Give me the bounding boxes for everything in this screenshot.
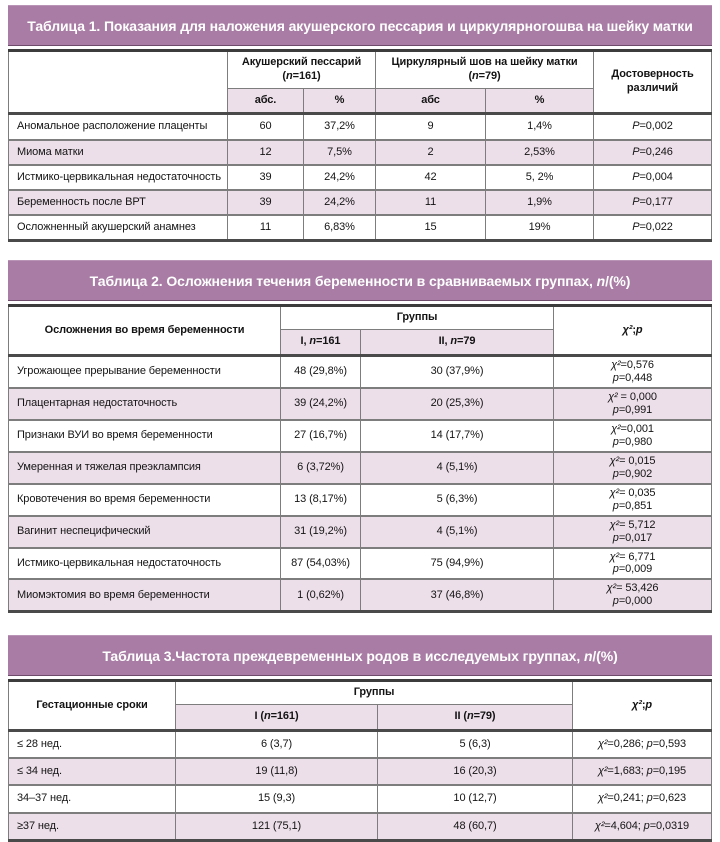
table-row: [9, 114, 712, 140]
chi-p-cell: χ²=1,683; p=0,195: [573, 758, 712, 785]
p-symbol: p: [635, 323, 643, 336]
chi-squared-symbol: χ²: [608, 390, 618, 403]
group1-value: 39 (24,2%): [281, 388, 361, 420]
group1-value: 121 (75,1): [176, 813, 378, 841]
group2-value: 37 (46,8%): [361, 579, 554, 611]
table2-block: [8, 260, 712, 613]
group1-value: 1 (0,62%): [281, 579, 361, 611]
percent-header: %: [486, 88, 594, 114]
chi-squared-symbol: χ²: [597, 792, 608, 805]
n-symbol: n: [596, 273, 606, 290]
group1-value: 6 (3,7): [176, 730, 378, 758]
chi-p-cell: χ²= 5,712 p=0,017: [554, 516, 712, 548]
value: =0,022: [639, 221, 673, 234]
chi-p-cell: χ²= 0,035 p=0,851: [554, 484, 712, 516]
group1-value: 13 (8,17%): [281, 484, 361, 516]
group1-value: 6 (3,72%): [281, 452, 361, 484]
indication-label: Истмико-цервикальная недостаточность: [9, 165, 228, 190]
chi-p-cell: χ² = 0,000 p=0,991: [554, 388, 712, 420]
table-row: [9, 452, 712, 484]
group2-subheader: II, n=79: [361, 330, 554, 356]
chi-squared-symbol: χ²: [609, 518, 620, 531]
value: =0,177: [639, 195, 673, 208]
chi-squared-symbol: χ²: [606, 582, 617, 595]
percent-value: 2,53%: [486, 140, 594, 165]
p-value-cell: [594, 190, 712, 215]
chi-squared-symbol: χ²: [622, 323, 633, 336]
table-row: [9, 813, 712, 841]
table3-header-groups: [9, 681, 712, 705]
p-symbol: p: [646, 792, 653, 805]
group2-value: 30 (37,9%): [361, 355, 554, 387]
abs-value: 11: [228, 215, 304, 241]
groups-header: Группы: [281, 306, 554, 330]
p-value-cell: [594, 215, 712, 241]
percent-value: 37,2%: [304, 114, 376, 140]
table-row: [9, 579, 712, 611]
n-symbol: n: [286, 69, 293, 82]
table-row: [9, 420, 712, 452]
chi-p-cell: χ²=0,576 p=0,448: [554, 355, 712, 387]
chi-p-cell: χ²=0,286; p=0,593: [573, 730, 712, 758]
group2-value: 4 (5,1%): [361, 516, 554, 548]
percent-value: 5, 2%: [486, 165, 594, 190]
n-symbol: n: [466, 710, 474, 723]
n-symbol: n: [450, 335, 458, 348]
group2-value: 4 (5,1%): [361, 452, 554, 484]
value: =0,002: [639, 120, 673, 133]
abs-header: абс.: [228, 88, 304, 114]
table1-header-groups: [9, 51, 712, 89]
chi-squared-symbol: χ²: [609, 550, 620, 563]
abs-value: 60: [228, 114, 304, 140]
table2-title: Таблица 2. Осложнения течения беременности в сравниваемых группах, n/(%): [8, 260, 712, 301]
abs-value: 42: [376, 165, 486, 190]
chi-squared-symbol: χ²: [597, 737, 608, 750]
p-symbol: p: [612, 531, 619, 544]
significance-header: Достоверность различий: [594, 51, 712, 114]
table2: [8, 304, 712, 613]
chi-squared-symbol: χ²: [609, 486, 620, 499]
table-row: [9, 140, 712, 165]
P-symbol: P: [632, 221, 640, 234]
p-symbol: p: [646, 737, 653, 750]
complication-label: Истмико-цервикальная недостаточность: [9, 548, 281, 580]
P-symbol: P: [632, 145, 640, 158]
p-symbol: p: [612, 403, 619, 416]
abs-header: абс: [376, 88, 486, 114]
table-row: [9, 548, 712, 580]
abs-value: 39: [228, 190, 304, 215]
table1-block: [8, 5, 712, 242]
table1-title: [8, 5, 712, 46]
group2-value: 20 (25,3%): [361, 388, 554, 420]
gestation-label: 34–37 нед.: [9, 785, 176, 812]
table-row: [9, 165, 712, 190]
table1: [8, 49, 712, 242]
p-value-cell: [594, 165, 712, 190]
n-symbol: n: [309, 335, 317, 348]
chi-squared-symbol: χ²: [631, 698, 642, 711]
p-value-cell: [594, 140, 712, 165]
percent-value: 7,5%: [304, 140, 376, 165]
percent-header: %: [304, 88, 376, 114]
chi-p-header: χ²;p: [554, 306, 712, 356]
complication-label: Миомэктомия во время беременности: [9, 579, 281, 611]
value: =0,246: [639, 145, 673, 158]
n-symbol: n: [583, 648, 593, 665]
complication-label: Плацентарная недостаточность: [9, 388, 281, 420]
chi-squared-symbol: χ²: [609, 454, 620, 467]
gestation-label: ≤ 28 нед.: [9, 730, 176, 758]
table-row: [9, 516, 712, 548]
p-symbol: p: [645, 698, 653, 711]
group1-value: 31 (19,2%): [281, 516, 361, 548]
p-value-cell: [594, 114, 712, 140]
percent-value: 1,4%: [486, 114, 594, 140]
percent-value: 19%: [486, 215, 594, 241]
table-row: [9, 785, 712, 812]
p-symbol: p: [612, 499, 619, 512]
group2-value: 16 (20,3): [378, 758, 573, 785]
P-symbol: P: [632, 120, 640, 133]
indication-label: Аномальное расположение плаценты: [9, 114, 228, 140]
p-symbol: p: [646, 765, 653, 778]
corner-cell: [9, 51, 228, 114]
table2-header-groups: [9, 306, 712, 330]
indication-label: Миома матки: [9, 140, 228, 165]
indication-label: Беременность после ВРТ: [9, 190, 228, 215]
abs-value: 39: [228, 165, 304, 190]
table-row: [9, 758, 712, 785]
table-row: [9, 388, 712, 420]
complication-label: Кровотечения во время беременности: [9, 484, 281, 516]
table-row: [9, 190, 712, 215]
percent-value: 6,83%: [304, 215, 376, 241]
table3-title: Таблица 3.Частота преждевременных родов в исследуемых группах, n/(%): [8, 635, 712, 676]
percent-value: 24,2%: [304, 190, 376, 215]
complication-label: Угрожающее прерывание беременности: [9, 355, 281, 387]
P-symbol: P: [632, 195, 640, 208]
p-symbol: p: [612, 435, 619, 448]
group2-value: 5 (6,3%): [361, 484, 554, 516]
table-row: [9, 355, 712, 387]
group2-value: 48 (60,7): [378, 813, 573, 841]
group2-value: 10 (12,7): [378, 785, 573, 812]
group1-value: 87 (54,03%): [281, 548, 361, 580]
chi-squared-symbol: χ²: [611, 358, 621, 371]
gestation-label: ≥37 нед.: [9, 813, 176, 841]
chi-p-cell: χ²= 6,771 p=0,009: [554, 548, 712, 580]
table3-block: [8, 635, 712, 841]
p-symbol: p: [612, 371, 619, 384]
group1-value: 15 (9,3): [176, 785, 378, 812]
group2-header: Циркулярный шов на шейку матки (n=79): [376, 51, 594, 89]
n-symbol: n: [263, 710, 271, 723]
percent-value: 24,2%: [304, 165, 376, 190]
abs-value: 12: [228, 140, 304, 165]
chi-p-cell: χ²=4,604; p=0,0319: [573, 813, 712, 841]
abs-value: 2: [376, 140, 486, 165]
group1-value: 48 (29,8%): [281, 355, 361, 387]
n-symbol: n: [472, 69, 479, 82]
p-symbol: p: [612, 467, 619, 480]
chi-p-header: χ²;p: [573, 681, 712, 731]
P-symbol: P: [632, 170, 640, 183]
chi-squared-symbol: χ²: [597, 765, 608, 778]
chi-squared-symbol: χ²: [611, 422, 621, 435]
groups-header: Группы: [176, 681, 573, 705]
abs-value: 9: [376, 114, 486, 140]
complication-label: Вагинит неспецифический: [9, 516, 281, 548]
p-symbol: p: [612, 595, 619, 608]
chi-p-cell: χ²=0,241; p=0,623: [573, 785, 712, 812]
p-symbol: p: [643, 819, 650, 832]
complication-label: Умеренная и тяжелая преэклампсия: [9, 452, 281, 484]
table-row: [9, 730, 712, 758]
group1-subheader: I, n=161: [281, 330, 361, 356]
group2-value: 14 (17,7%): [361, 420, 554, 452]
gestation-label: ≤ 34 нед.: [9, 758, 176, 785]
group2-value: 75 (94,9%): [361, 548, 554, 580]
table1-title-text: Таблица 1. Показания для наложения акушерского пессария и циркулярногошва на шейку матки: [27, 18, 693, 34]
abs-value: 15: [376, 215, 486, 241]
group2-value: 5 (6,3): [378, 730, 573, 758]
table3: [8, 679, 712, 841]
value: =0,004: [639, 170, 673, 183]
p-symbol: p: [612, 563, 619, 576]
group1-value: 19 (11,8): [176, 758, 378, 785]
group1-subheader: I (n=161): [176, 705, 378, 731]
abs-value: 11: [376, 190, 486, 215]
chi-p-cell: χ²= 0,015 p=0,902: [554, 452, 712, 484]
chi-squared-symbol: χ²: [594, 819, 605, 832]
group2-subheader: II (n=79): [378, 705, 573, 731]
group1-header: Акушерский пессарий (n=161): [228, 51, 376, 89]
group1-value: 27 (16,7%): [281, 420, 361, 452]
gestation-header: Гестационные сроки: [9, 681, 176, 731]
table-row: [9, 215, 712, 241]
percent-value: 1,9%: [486, 190, 594, 215]
complications-header: Осложнения во время беременности: [9, 306, 281, 356]
complication-label: Признаки ВУИ во время беременности: [9, 420, 281, 452]
indication-label: Осложненный акушерский анамнез: [9, 215, 228, 241]
table-row: [9, 484, 712, 516]
chi-p-cell: χ²=0,001 p=0,980: [554, 420, 712, 452]
chi-p-cell: χ²= 53,426 p=0,000: [554, 579, 712, 611]
